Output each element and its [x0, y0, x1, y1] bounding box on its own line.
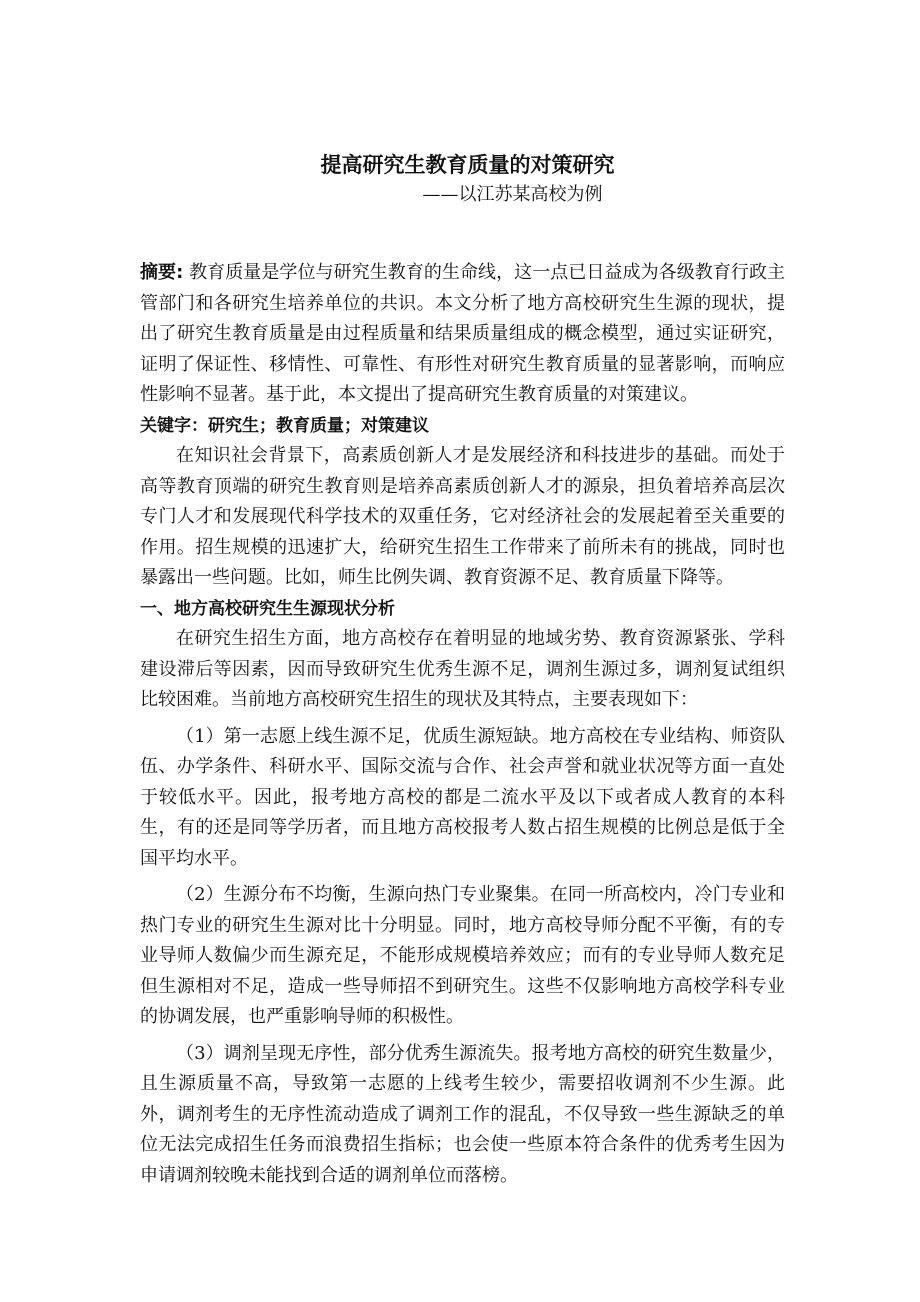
- abstract-label: 摘要:: [140, 262, 184, 283]
- list-item-2: （2）生源分布不均衡，生源向热门专业聚集。在同一所高校内，冷门专业和热门专业的研究生生源对比十分明显。同时，地方高校导师分配不平衡，有的专业导师人数偏少而生源充足，不能形成规模培养效应；而有的专业导师人数充足但生源相对不足，造成一些导师招不到研究生。这些不仅影响地方高校学科专业的协调发展，也严重影响导师的积极性。: [140, 884, 785, 1027]
- section-1-heading: 一、地方高校研究生生源现状分析: [140, 598, 395, 619]
- abstract-paragraph: [140, 258, 785, 411]
- section-1-intro-paragraph: 在研究生招生方面，地方高校存在着明显的地域劣势、教育资源紧张、学科建设滞后等因素，因而导致研究生优秀生源不足，调剂生源过多，调剂复试组织比较困难。当前地方高校研究生招生的现状及其特点，主要表现如下：: [140, 628, 785, 710]
- document-title: 提高研究生教育质量的对策研究: [320, 153, 615, 177]
- abstract-text: 教育质量是学位与研究生教育的生命线，这一点已日益成为各级教育行政主管部门和各研究生培养单位的共识。本文分析了地方高校研究生生源的现状，提出了研究生教育质量是由过程质量和结果质量组成的概念模型，通过实证研究，证明了保证性、移情性、可靠性、有形性对研究生教育质量的显著影响，而响应性影响不显著。基于此，本文提出了提高研究生教育质量的对策建议。: [140, 262, 786, 405]
- list-item-3: （3）调剂呈现无序性，部分优秀生源流失。报考地方高校的研究生数量少，且生源质量不高，导致第一志愿的上线考生较少，需要招收调剂不少生源。此外，调剂考生的无序性流动造成了调剂工作的混乱，不仅导致一些生源缺乏的单位无法完成招生任务而浪费招生指标；也会使一些原本符合条件的优秀考生因为申请调剂较晚未能找到合适的调剂单位而落榜。: [140, 1042, 785, 1186]
- document-subtitle: ——以江苏某高校为例: [422, 184, 603, 205]
- intro-paragraph: 在知识社会背景下，高素质创新人才是发展经济和科技进步的基础。而处于高等教育顶端的研究生教育则是培养高素质创新人才的源泉，担负着培养高层次专门人才和发展现代科学技术的双重任务，它对经济社会的发展起着至关重要的作用。招生规模的迅速扩大，给研究生招生工作带来了前所未有的挑战，同时也暴露出一些问题。比如，师生比例失调、教育资源不足、教育质量下降等。: [140, 445, 785, 588]
- list-item-1: （1）第一志愿上线生源不足，优质生源短缺。地方高校在专业结构、师资队伍、办学条件、科研水平、国际交流与合作、社会声誉和就业状况等方面一直处于较低水平。因此，报考地方高校的都是二流水平及以下或者成人教育的本科生，有的还是同等学历者，而且地方高校报考人数占招生规模的比例总是低于全国平均水平。: [140, 725, 785, 869]
- keywords-line: 关键字：研究生；教育质量；对策建议: [140, 415, 429, 436]
- document-page: [140, 150, 785, 1191]
